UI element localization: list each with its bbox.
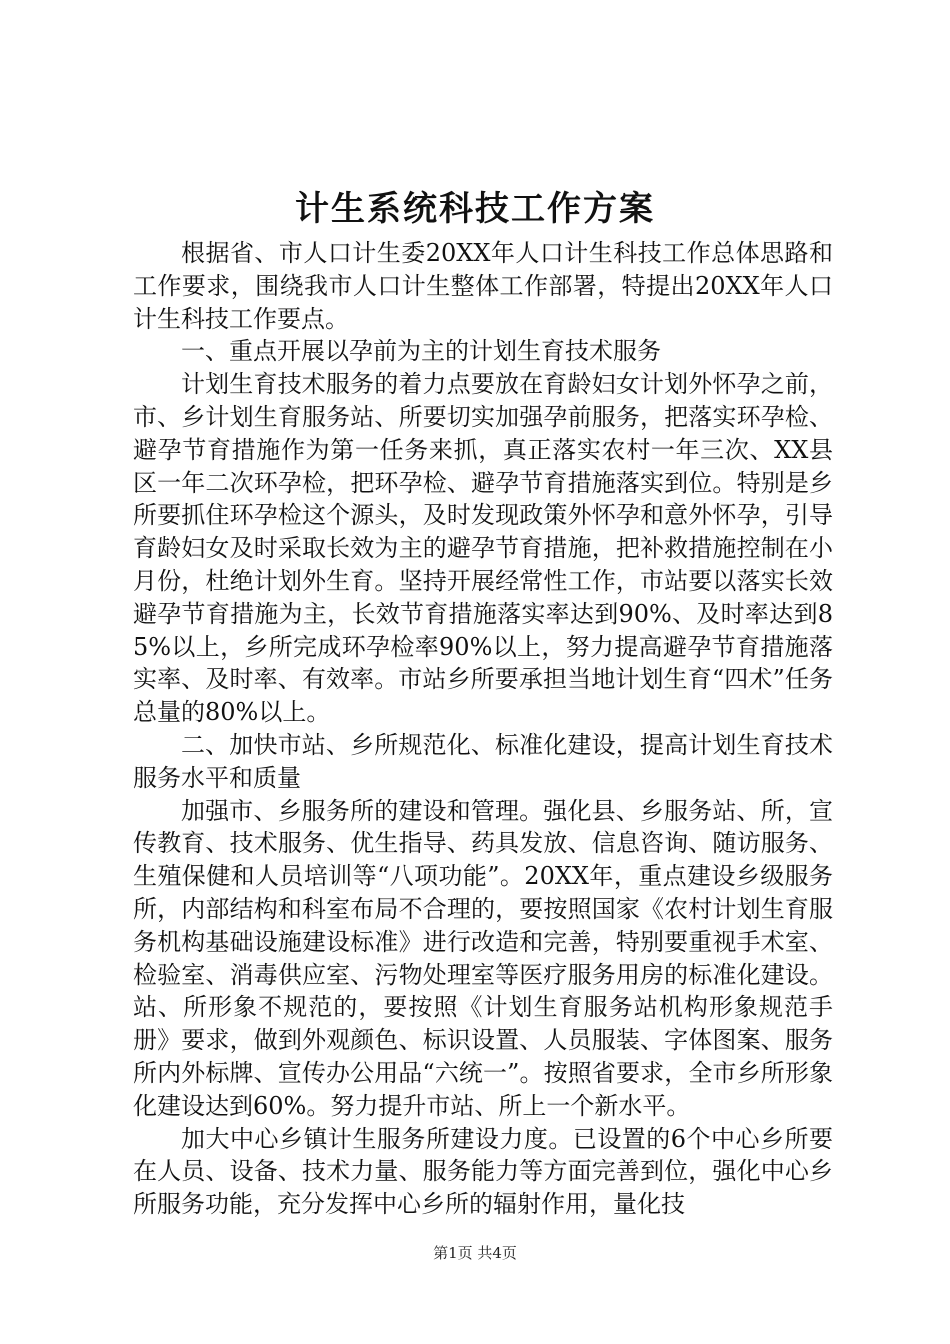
paragraph-section-2-b: 加大中心乡镇计生服务所建设力度。已设置的6个中心乡所要在人员、设备、技术力量、服务能力等方面完善到位，强化中心乡所服务功能，充分发挥中心乡所的辐射作用，量化技: [133, 1124, 833, 1219]
document-body: [133, 237, 833, 1221]
page-footer: 第1页 共4页: [433, 1244, 517, 1262]
section-heading-2: 二、加快市站、乡所规范化、标准化建设，提高计划生育技术服务水平和质量: [133, 730, 833, 792]
paragraph-section-1: 计划生育技术服务的着力点要放在育龄妇女计划外怀孕之前，市、乡计划生育服务站、所要切实加强孕前服务，把落实环孕检、避孕节育措施作为第一任务来抓，真正落实农村一年三次、XX县区一年二次环孕检，把环孕检、避孕节育措施落实到位。特别是乡所要抓住环孕检这个源头，及时发现政策外怀孕和意外怀孕，引导育龄妇女及时采取长效为主的避孕节育措施，把补救措施控制在小月份，杜绝计划外生育。坚持开展经常性工作，市站要以落实长效避孕节育措施为主，长效节育措施落实率达到90%、及时率达到85%以上，乡所完成环孕检率90%以上，努力提高避孕节育措施落实率、及时率、有效率。市站乡所要承担当地计划生育“四术”任务总量的80%以上。: [133, 370, 833, 727]
section-heading-1: 一、重点开展以孕前为主的计划生育技术服务: [181, 337, 661, 366]
paragraph-intro: 根据省、市人口计生委20XX年人口计生科技工作总体思路和工作要求，围绕我市人口计生整体工作部署，特提出20XX年人口计生科技工作要点。: [133, 239, 833, 333]
document-title: 计生系统科技工作方案: [295, 189, 655, 229]
paragraph-section-2-a: 加强市、乡服务所的建设和管理。强化县、乡服务站、所，宣传教育、技术服务、优生指导、药具发放、信息咨询、随访服务、生殖保健和人员培训等“八项功能”。20XX年，重点建设乡级服务所，内部结构和科室布局不合理的，要按照国家《农村计划生育服务机构基础设施建设标准》进行改造和完善，特别要重视手术室、检验室、消毒供应室、污物处理室等医疗服务用房的标准化建设。站、所形象不规范的，要按照《计划生育服务站机构形象规范手册》要求，做到外观颜色、标识设置、人员服装、字体图案、服务所内外标牌、宣传办公用品“六统一”。按照省要求，全市乡所形象化建设达到60%。努力提升市站、所上一个新水平。: [133, 796, 833, 1120]
